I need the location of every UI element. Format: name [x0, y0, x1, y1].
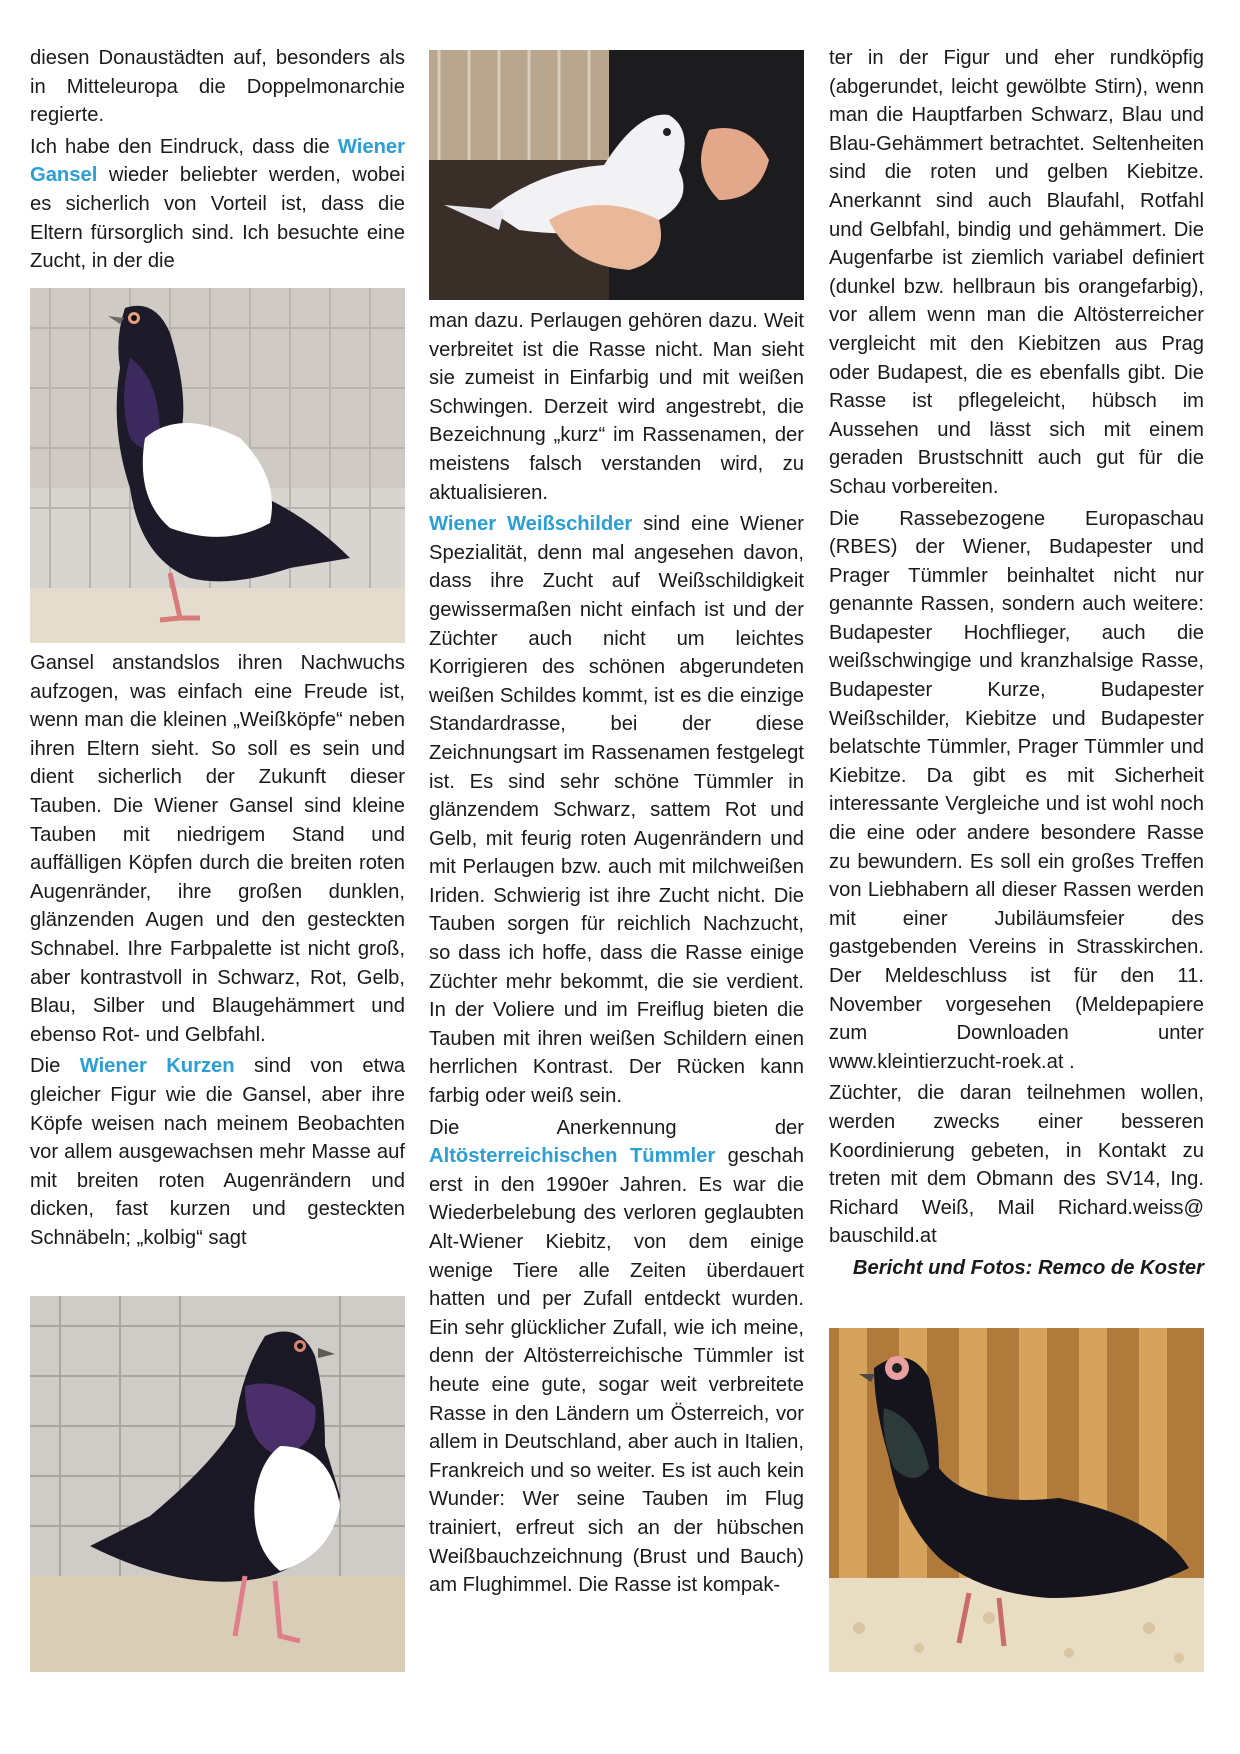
paragraph: Züchter, die daran teilnehmen wollen, werden zwecks einer besseren Koordinierung gebeten, in Kontakt zu treten mit dem Obmann des SV14, Ing. Richard Weiß, Mail Richard.weiss@ bauschild.at — [829, 1082, 1204, 1248]
paragraph: Gansel anstandslos ihren Nachwuchs aufzogen, was einfach eine Freude ist, wenn man die kleinen „Weißköpfe“ neben ihren Eltern sieht. So soll es sein und dient sicherlich der Zukunft dieser Tauben. Die Wiener Gansel sind kleine Tauben mit niedrigem Stand und auffälligen Köpfen durch die breiten roten Augenränder, ihre großen dunklen, glänzenden Augen und den gesteckten Schnabel. Ihre Farbpalette ist nicht groß, aber kontrastvoll in Schwarz, Rot, Gelb, Blau, Silber und Blaugehämmert und ebenso Rot- und Gelbfahl. — [30, 652, 405, 1046]
text-run: Ich habe den Eindruck, dass die — [30, 135, 338, 158]
text-run: wieder beliebter werden, wobei es sicherlich von Vorteil ist, dass die Eltern fürsorglich sind. Ich besuchte eine Zucht, in der die — [30, 164, 405, 273]
breed-highlight: Wiener Gansel — [30, 135, 405, 187]
paragraph — [429, 510, 804, 1110]
photo-credit: Bericht und Fotos: Remco de Koster — [852, 1256, 1204, 1279]
breed-highlight: Altösterreichischen Tümmler — [429, 1145, 716, 1168]
paragraph: ter in der Figur und eher rundköpfig (abgerundet, leicht gewölbte Stirn), wenn man die Hauptfarben Schwarz, Blau und Blau-Gehämmert betrachtet. Seltenheiten sind die roten und gelben Kiebitze. Anerkannt sind auch Blaufahl, Rotfahl und Gelbfahl, bindig und gehämmert. Die Augenfarbe ist ziemlich variabel definiert (dunkel bzw. hellbraun bis orangefarbig), vor allem wenn man die Altösterreicher vergleicht mit den Kiebitzen aus Prag oder Budapest, die es ebenfalls gibt. Die Rasse ist pflegeleicht, hübsch im Aussehen und lässt sich mit einem geraden Brustschnitt auch gut für die Schau vorbereiten. — [829, 47, 1204, 498]
text-run: geschah erst in den 1990er Jahren. Es war die Wiederbelebung des verloren geglaubten Alt-Wiener Kiebitz, von dem einige wenige Tiere alle Zeiten überdauert hatten und per Zufall entdeckt wurden. Ein sehr glücklicher Zufall, wie ich meine, denn der Altösterreichische Tümmler ist heute eine gute, sogar weit verbreitete Rasse in den Ländern um Österreich, vor allem in Deutschland, aber auch in Italien, Frankreich und so weiter. Es ist auch kein Wunder: Wer seine Tauben im Flug trainiert, erfreut sich an der hübschen Weißbauchzeichnung (Brust und Bauch) am Flughimmel. Die Rasse ist kompak- — [429, 1145, 804, 1597]
paragraph — [30, 1052, 405, 1252]
photo-altoesterreichischer-tuemmler — [829, 1328, 1204, 1672]
paragraph — [429, 1114, 804, 1600]
breed-highlight: Wiener Weißschilder — [429, 513, 633, 536]
photo-weissschilder — [429, 50, 804, 300]
paragraph — [30, 133, 405, 276]
breed-highlight: Wiener Kurzen — [79, 1055, 235, 1078]
text-run: Die Anerkennung der — [429, 1116, 804, 1139]
paragraph: diesen Donaustädten auf, besonders als in Mitteleuropa die Doppelmonarchie regierte. — [30, 47, 405, 127]
column-1-top — [30, 44, 405, 276]
column-1-bottom — [30, 649, 405, 1252]
text-run: Die — [30, 1055, 80, 1078]
column-3 — [829, 44, 1204, 1283]
photo-wiener-gansel — [30, 288, 405, 643]
column-2 — [429, 307, 804, 1600]
text-run: sind von etwa gleicher Figur wie die Gansel, aber ihre Köpfe weisen nach meinem Beobachten vor allem ausgewachsen mehr Masse auf mit breiten roten Augenrändern und dicken, fast kurzen und gesteckten Schnäbeln; „kolbig“ sagt — [30, 1055, 406, 1249]
text-run: sind eine Wiener Spezialität, denn mal angesehen davon, dass ihre Zucht auf Weißschildigkeit gewissermaßen nicht einfach ist und der Züchter auch nicht um leichtes Korrigieren des schönen abgerundeten weißen Schildes kommt, ist es die einzige Standardrasse, bei der diese Zeichnungsart im Rassenamen festgelegt ist. Es sind sehr schöne Tümmler in glänzendem Schwarz, sattem Rot und Gelb, mit feurig roten Augenrändern und mit Perlaugen bzw. auch mit milchweißen Iriden. Schwierig ist ihre Zucht nicht. Die Tauben sorgen für reichlich Nachzucht, so dass ich hoffe, dass die Rasse einige Züchter mehr bekommt, die sie verdient. In der Voliere und im Freiflug bieten die Tauben mit ihren weißen Schildern einen herrlichen Kontrast. Der Rücken kann farbig oder weiß sein. — [429, 513, 804, 1108]
photo-wiener-kurze — [30, 1296, 405, 1672]
paragraph: Die Rassebezogene Europaschau (RBES) der Wiener, Budapester und Prager Tümmler beinhaltet nicht nur genannte Rassen, sondern auch weitere: Budapester Hochflieger, auch die weißschwingige und kranzhalsige Rasse, Budapester Kurze, Budapester Weißschilder, Kiebitze und Budapester belatschte Tümmler, Prager Tümmler und Kiebitze. Da gibt es mit Sicherheit interessante Vergleiche und ist wohl noch die eine oder andere besondere Rasse zu bewundern. Es soll ein großes Treffen von Liebhabern all dieser Rassen werden mit einer Jubiläumsfeier des gastgebenden Vereins in Strasskirchen. Der Meldeschluss ist für den 11. November vorgesehen (Meldepapiere zum Downloaden unter www.kleintierzucht-roek.at . — [829, 507, 1204, 1073]
paragraph: man dazu. Perlaugen gehören dazu. Weit verbreitet ist die Rasse nicht. Man sieht sie zumeist in Einfarbig und mit weißen Schwingen. Derzeit wird angestrebt, die Bezeichnung „kurz“ im Rassenamen, der meistens falsch verstanden wird, zu aktualisieren. — [429, 310, 804, 504]
